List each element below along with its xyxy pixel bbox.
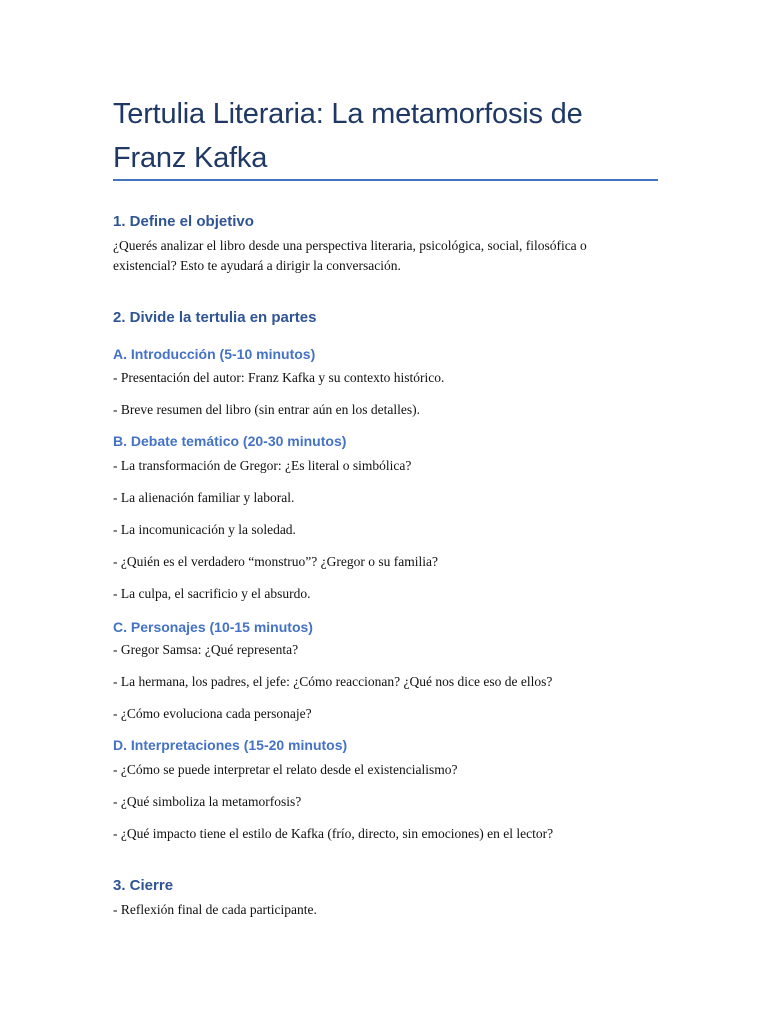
list-item: - Gregor Samsa: ¿Qué representa? <box>113 642 299 657</box>
list-item: - ¿Cómo se puede interpretar el relato desde el existencialismo? <box>113 762 458 777</box>
subsection-c-heading: C. Personajes (10-15 minutos) <box>113 619 313 635</box>
document-title: Tertulia Literaria: La metamorfosis de Franz Kafka <box>113 98 583 174</box>
list-item: - Presentación del autor: Franz Kafka y su contexto histórico. <box>113 370 445 385</box>
title-divider <box>113 179 658 181</box>
subsection-b-heading: B. Debate temático (20-30 minutos) <box>113 433 347 449</box>
subsection-a-heading: A. Introducción (5-10 minutos) <box>113 346 316 362</box>
section-1-body: ¿Querés analizar el libro desde una perspectiva literaria, psicológica, social, filosófica o existencial? Esto te ayudará a dirigir la conversación. <box>113 238 587 273</box>
section-1-heading: 1. Define el objetivo <box>113 213 254 230</box>
list-item: - La alienación familiar y laboral. <box>113 490 295 505</box>
subsection-d-heading: D. Interpretaciones (15-20 minutos) <box>113 737 348 753</box>
list-item: - La incomunicación y la soledad. <box>113 522 296 537</box>
list-item: - La culpa, el sacrificio y el absurdo. <box>113 586 311 601</box>
list-item: - ¿Qué simboliza la metamorfosis? <box>113 794 302 809</box>
list-item: - ¿Qué impacto tiene el estilo de Kafka (frío, directo, sin emociones) en el lector? <box>113 826 554 841</box>
section-3-heading: 3. Cierre <box>113 877 174 894</box>
list-item: - ¿Cómo evoluciona cada personaje? <box>113 706 312 721</box>
section-2-heading: 2. Divide la tertulia en partes <box>113 309 317 326</box>
list-item: - Breve resumen del libro (sin entrar aún en los detalles). <box>113 402 421 417</box>
list-item: - La transformación de Gregor: ¿Es literal o simbólica? <box>113 458 412 473</box>
list-item: - ¿Quién es el verdadero “monstruo”? ¿Gregor o su familia? <box>113 554 438 569</box>
list-item: - La hermana, los padres, el jefe: ¿Cómo reaccionan? ¿Qué nos dice eso de ellos? <box>113 674 553 689</box>
list-item: - Reflexión final de cada participante. <box>113 902 317 917</box>
